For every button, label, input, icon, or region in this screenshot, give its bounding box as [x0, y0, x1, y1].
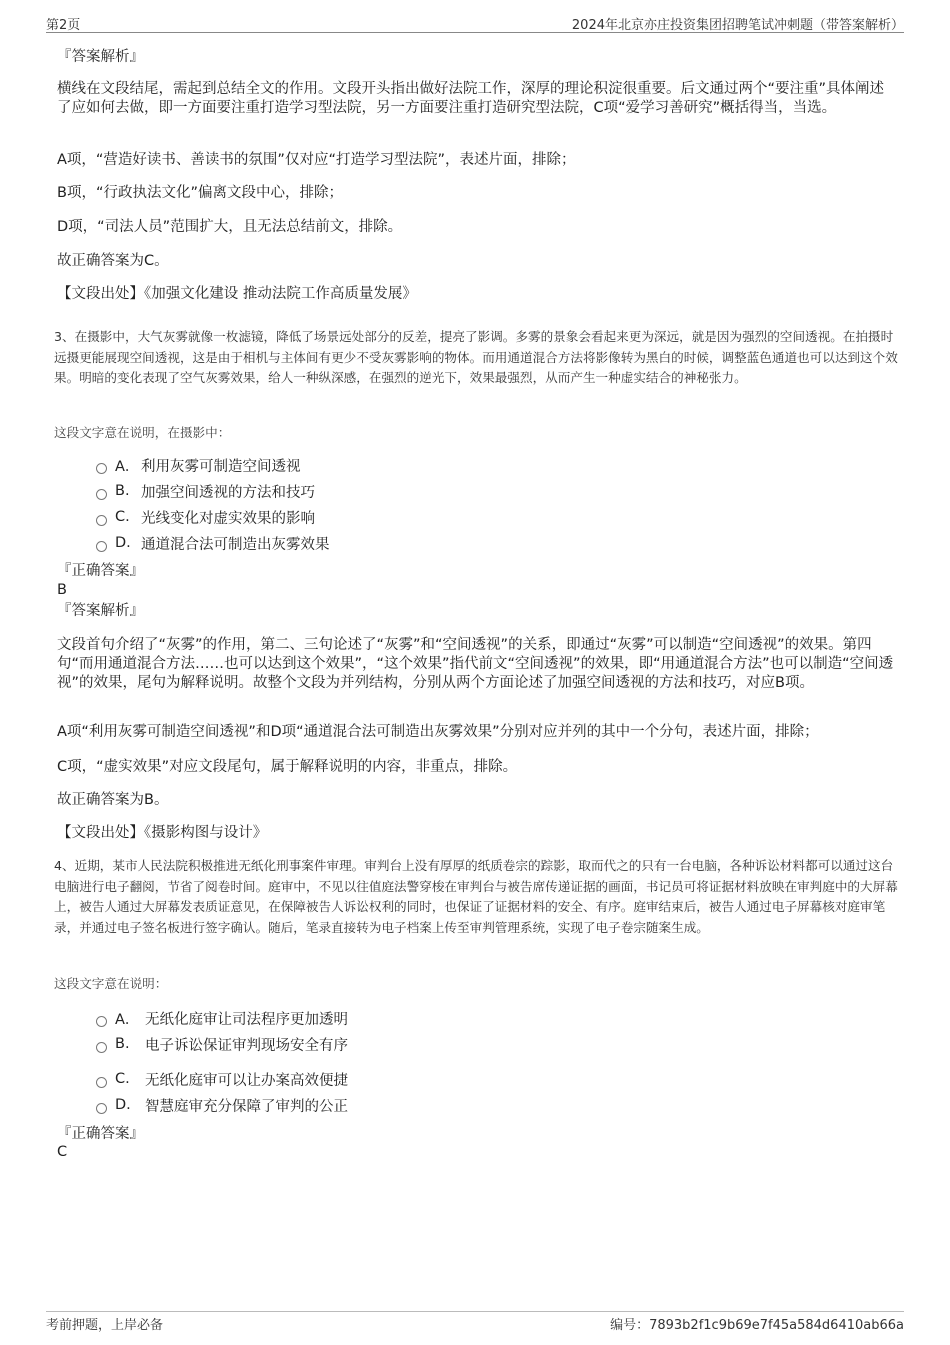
option-key: D. [115, 1097, 131, 1113]
option-key: C. [115, 1071, 130, 1087]
q2-source: 【文段出处】《加强文化建设 推动法院工作高质量发展》 [57, 286, 417, 302]
page-footer [46, 1314, 904, 1332]
radio-icon[interactable] [96, 515, 107, 526]
q2-option-d-note: D项，“司法人员”范围扩大，且无法总结前文，排除。 [57, 219, 403, 235]
option-key: C. [115, 509, 130, 525]
q4-answer-label: 『正确答案』 [57, 1126, 144, 1142]
q4-stem: 4、近期，某市人民法院积极推进无纸化刑事案件审理。审判台上没有厚厚的纸质卷宗的踪影，取而代之的只有一台电脑，各种诉讼材料都可以通过这台电脑进行电子翻阅，节省了阅卷时间。庭审中，不见以往值庭法警穿梭在审判台与被告席传递证据的画面，书记员可将证据材料放映在审判庭中的大屏幕上，被告人通过大屏幕发表质证意见，在保障被告人诉讼权利的同时，也保证了证据材料的安全、有序。庭审结束后，被告人通过电子屏幕核对庭审笔录，并通过电子签名板进行签字确认。随后，笔录直接转为电子档案上传至审判管理系统，实现了电子卷宗随案生成。 [54, 858, 898, 935]
radio-icon[interactable] [96, 1016, 107, 1027]
q4-option-c[interactable] [96, 1068, 348, 1090]
footer-divider [46, 1311, 904, 1312]
radio-icon[interactable] [96, 1042, 107, 1053]
radio-icon[interactable] [96, 489, 107, 500]
option-key: D. [115, 535, 131, 551]
option-text: 无纸化庭审让司法程序更加透明 [145, 1011, 348, 1028]
option-text: 通道混合法可制造出灰雾效果 [141, 536, 330, 553]
page-number: 第2页 [46, 18, 81, 33]
option-key: A． [115, 458, 140, 475]
header-divider [46, 32, 904, 33]
q3-prompt: 这段文字意在说明，在摄影中： [54, 425, 231, 440]
q2-conclusion: 故正确答案为C。 [57, 253, 169, 269]
q3-stem: 3、在摄影中，大气灰雾就像一枚滤镜，降低了场景远处部分的反差，提亮了影调。多雾的景象会看起来更为深远，就是因为强烈的空间透视。在拍摄时远摄更能展现空间透视，这是由于相机与主体间有更少不受灰雾影响的物体。而用通道混合方法将影像转为黑白的时候，调整蓝色通道也可以达到这个效果。明暗的变化表现了空气灰雾效果，给人一种纵深感，在强烈的逆光下，效果最强烈，从而产生一种虚实结合的神秘张力。 [54, 329, 898, 385]
option-key: B. [115, 483, 130, 499]
q3-option-d[interactable] [96, 532, 330, 554]
q3-option-c-note: C项，“虚实效果”对应文段尾句，属于解释说明的内容，非重点，排除。 [57, 759, 518, 775]
option-text: 利用灰雾可制造空间透视 [141, 458, 301, 475]
q3-conclusion: 故正确答案为B。 [57, 792, 169, 808]
radio-icon[interactable] [96, 541, 107, 552]
document-id: 编号：7893b2f1c9b69e7f45a584d6410ab66a [610, 1318, 904, 1333]
q3-option-c[interactable] [96, 506, 315, 528]
q4-answer: C [57, 1144, 68, 1160]
q3-option-b[interactable] [96, 480, 315, 502]
radio-icon[interactable] [96, 463, 107, 474]
document-title: 2024年北京亦庄投资集团招聘笔试冲刺题（带答案解析） [571, 18, 904, 33]
q3-option-a[interactable] [96, 454, 301, 476]
option-text: 加强空间透视的方法和技巧 [141, 484, 315, 501]
q2-option-b-note: B项，“行政执法文化”偏离文段中心，排除； [57, 185, 343, 201]
q3-analysis-label: 『答案解析』 [57, 603, 144, 619]
footer-slogan: 考前押题，上岸必备 [46, 1318, 164, 1333]
q4-option-d[interactable] [96, 1094, 348, 1116]
option-key: B. [115, 1036, 130, 1052]
radio-icon[interactable] [96, 1103, 107, 1114]
option-text: 电子诉讼保证审判现场安全有序 [145, 1037, 348, 1054]
q3-analysis-text: 文段首句介绍了“灰雾”的作用，第二、三句论述了“灰雾”和“空间透视”的关系，即通过“灰雾”可以制造“空间透视”的效果。第四句“而用通道混合方法……也可以达到这个效果”，“这个效果”指代前文“空间透视”的效果，即“用通道混合方法”也可以制造“空间透视”的效果，尾句为解释说明。故整个文段为并列结构，分别从两个方面论述了加强空间透视的方法和技巧，对应B项。 [57, 637, 894, 691]
q3-source: 【文段出处】《摄影构图与设计》 [57, 825, 268, 841]
q2-option-a-note: A项，“营造好读书、善读书的氛围”仅对应“打造学习型法院”，表述片面，排除； [57, 152, 576, 168]
radio-icon[interactable] [96, 1077, 107, 1088]
option-text: 光线变化对虚实效果的影响 [141, 510, 315, 527]
option-text: 无纸化庭审可以让办案高效便捷 [145, 1072, 348, 1089]
q2-analysis-label: 『答案解析』 [57, 49, 144, 65]
option-key: A． [115, 1011, 140, 1028]
q4-option-b[interactable] [96, 1033, 348, 1055]
q4-prompt: 这段文字意在说明： [54, 976, 168, 991]
q3-option-ad-note: A项“利用灰雾可制造空间透视”和D项“通道混合法可制造出灰雾效果”分别对应并列的其中一个分句，表述片面，排除； [57, 724, 819, 740]
q2-analysis-text: 横线在文段结尾，需起到总结全文的作用。文段开头指出做好法院工作，深厚的理论积淀很重要。后文通过两个“要注重”具体阐述了应如何去做，即一方面要注重打造学习型法院，另一方面要注重打造研究型法院，C项“爱学习善研究”概括得当，当选。 [57, 81, 885, 116]
q3-answer-label: 『正确答案』 [57, 563, 144, 579]
option-text: 智慧庭审充分保障了审判的公正 [145, 1098, 348, 1115]
q4-option-a[interactable] [96, 1007, 348, 1029]
q3-answer: B [57, 582, 67, 598]
page-header [46, 14, 904, 32]
